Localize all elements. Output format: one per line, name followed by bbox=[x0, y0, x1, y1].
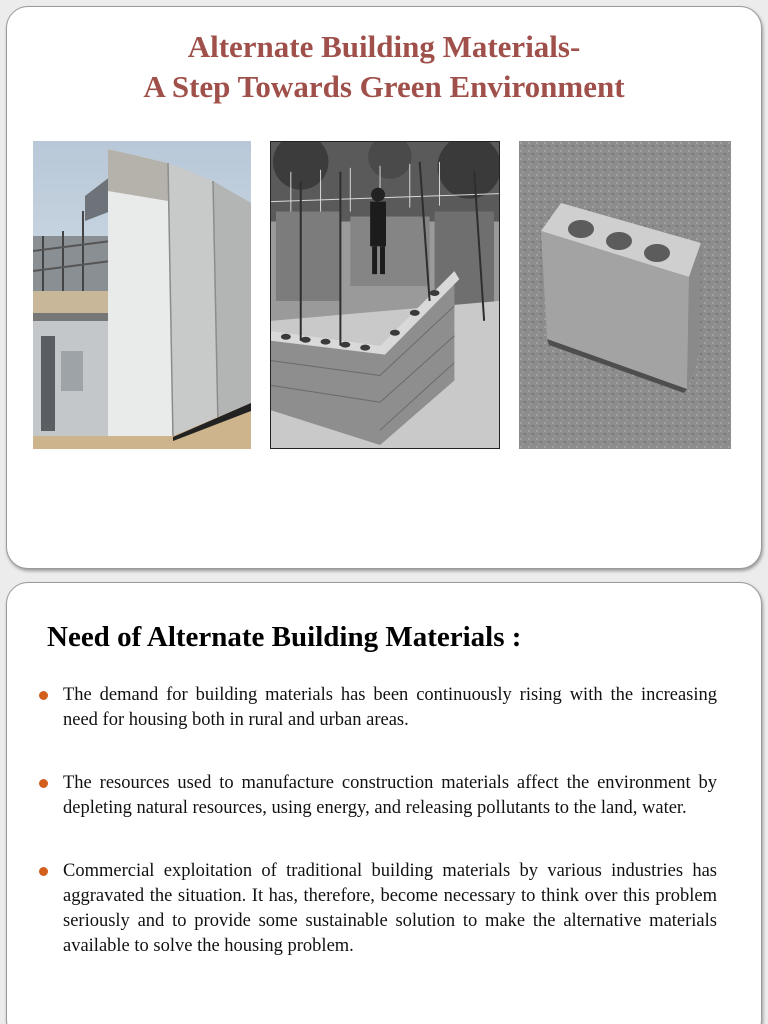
section-heading: Need of Alternate Building Materials : bbox=[47, 621, 522, 653]
bullet-text: The resources used to manufacture construction materials affect the environment by depleting natural resources, using energy, and releasing pollutants to the land, water. bbox=[63, 773, 717, 818]
precast-wall-panel-building-photo bbox=[33, 141, 251, 449]
slide-title bbox=[6, 6, 762, 569]
title-line-1: Alternate Building Materials- bbox=[187, 29, 581, 64]
list-item bbox=[39, 683, 717, 733]
slide-content bbox=[6, 582, 762, 1024]
list-item bbox=[39, 859, 717, 959]
bullet-text: The demand for building materials has been continuously rising with the increasing need for housing both in rural and urban areas. bbox=[63, 685, 717, 730]
bullet-list bbox=[39, 683, 717, 959]
hollow-block-wall-construction-photo bbox=[270, 141, 500, 449]
bullet-dot-icon bbox=[39, 867, 48, 876]
bullet-dot-icon bbox=[39, 691, 48, 700]
list-item bbox=[39, 771, 717, 821]
title-line-2: A Step Towards Green Environment bbox=[143, 69, 625, 104]
hollow-concrete-panel-photo bbox=[519, 141, 731, 449]
bullet-dot-icon bbox=[39, 779, 48, 788]
slide-title-heading bbox=[7, 27, 761, 107]
bullet-text: Commercial exploitation of traditional building materials by various industries has aggravated the situation. It has, therefore, become necessary to think over this problem seriously and to provide some sustainable solution to make the alternative materials available to solve the housing problem. bbox=[63, 861, 717, 956]
